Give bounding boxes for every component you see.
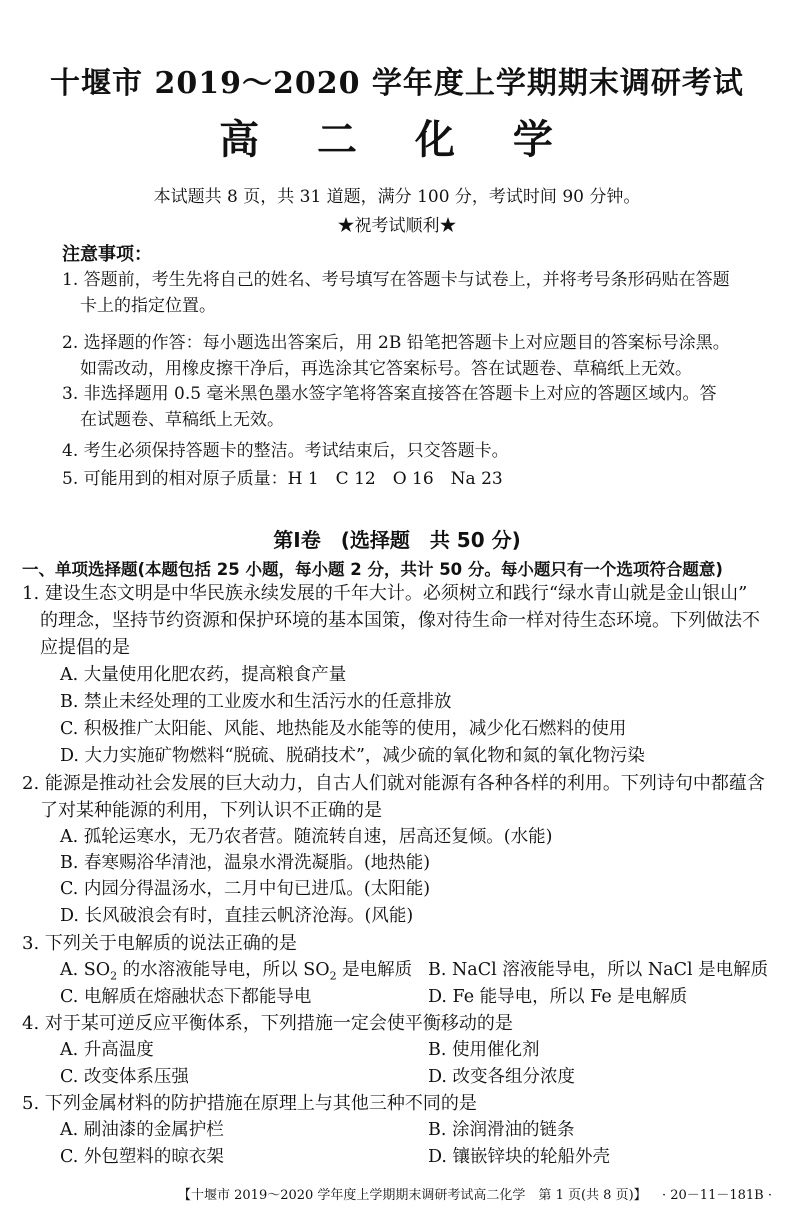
option-text: 的水溶液能导电，所以 SO xyxy=(117,960,330,980)
section-title: 第Ⅰ卷 (选择题 共 50 分) xyxy=(273,528,521,552)
notice-heading: 注意事项： xyxy=(62,244,152,265)
notice-item-4 xyxy=(62,438,774,464)
q5-option-c: C. 外包塑料的晾衣架 xyxy=(60,1147,224,1167)
part-title: 一、单项选择题(本题包括 25 小题，每小题 2 分，共计 50 分。每小题只有一个选项符合题意) xyxy=(22,560,723,579)
exam-info: 本试题共 8 页，共 31 道题，满分 100 分，考试时间 90 分钟。 xyxy=(153,187,641,207)
notice-line: 3. 非选择题用 0.5 毫米黑色墨水签字笔将答案直接答在答题卡上对应的答题区域内。答 xyxy=(62,384,717,404)
question-stem: 应提倡的是 xyxy=(40,637,130,658)
q1-option-c: C. 积极推广太阳能、风能、地热能及水能等的使用，减少化石燃料的使用 xyxy=(60,719,627,739)
q4-option-a: A. 升高温度 xyxy=(60,1040,154,1060)
q2-option-a: A. 孤轮运寒水，无乃农者营。随流转自速，居高还复倾。(水能) xyxy=(60,827,553,847)
question-4 xyxy=(22,1010,778,1037)
question-stem: 了对某种能源的利用，下列认识不正确的是 xyxy=(40,800,382,821)
subject-title: 高 二 化 学 xyxy=(219,116,575,163)
notice-item-5 xyxy=(62,466,774,492)
notice-line: 2. 选择题的作答：每小题选出答案后，用 2B 铅笔把答题卡上对应题目的答案标号涂黑。 xyxy=(62,333,730,353)
q1-option-d: D. 大力实施矿物燃料“脱硫、脱硝技术”，减少硫的氧化物和氮的氧化物污染 xyxy=(60,746,645,766)
q2-option-c: C. 内园分得温汤水，二月中旬已进瓜。(太阳能) xyxy=(60,879,431,899)
option-text: A. SO xyxy=(60,960,111,980)
question-stem: 2. 能源是推动社会发展的巨大动力，自古人们就对能源有各种各样的利用。下列诗句中都蕴含 xyxy=(22,773,765,794)
q2-option-b: B. 春寒赐浴华清池，温泉水滑洗凝脂。(地热能) xyxy=(60,853,431,873)
notice-line: 5. 可能用到的相对原子质量：H 1 C 12 O 16 Na 23 xyxy=(62,469,503,489)
page-footer: 【十堰市 2019～2020 学年度上学期期末调研考试高二化学 第 1 页(共 8 页)】 xyxy=(178,1188,647,1203)
q4-option-b: B. 使用催化剂 xyxy=(428,1040,540,1060)
notice-line: 卡上的指定位置。 xyxy=(80,296,216,316)
q5-option-b: B. 涂润滑油的链条 xyxy=(428,1120,575,1140)
q3-option-d: D. Fe 能导电，所以 Fe 是电解质 xyxy=(428,987,688,1007)
q5-option-a: A. 刷油漆的金属护栏 xyxy=(60,1120,224,1140)
good-luck-line: ★祝考试顺利★ xyxy=(337,216,457,236)
question-1 xyxy=(22,580,778,661)
q5-option-d: D. 镶嵌锌块的轮船外壳 xyxy=(428,1147,611,1167)
q3-option-c: C. 电解质在熔融状态下都能导电 xyxy=(60,987,312,1007)
subscript: 2 xyxy=(329,969,337,983)
exam-title: 十堰市 2019～2020 学年度上学期期末调研考试 xyxy=(50,66,744,101)
notice-item-2 xyxy=(62,330,774,382)
paper-code: · 20－11－181B · xyxy=(662,1188,772,1203)
question-stem: 的理念，坚持节约资源和保护环境的基本国策，像对待生命一样对待生态环境。下列做法不 xyxy=(40,610,760,631)
question-stem: 4. 对于某可逆反应平衡体系，下列措施一定会使平衡移动的是 xyxy=(22,1013,513,1034)
notice-line: 在试题卷、草稿纸上无效。 xyxy=(80,410,284,430)
q1-option-a: A. 大量使用化肥农药，提高粮食产量 xyxy=(60,665,347,685)
q1-option-b: B. 禁止未经处理的工业废水和生活污水的任意排放 xyxy=(60,692,452,712)
option-text: 是电解质 xyxy=(336,960,413,980)
question-2 xyxy=(22,770,778,824)
question-3 xyxy=(22,930,778,957)
notice-item-3 xyxy=(62,381,774,433)
question-stem: 3. 下列关于电解质的说法正确的是 xyxy=(22,933,297,954)
notice-line: 1. 答题前，考生先将自己的姓名、考号填写在答题卡与试卷上，并将考号条形码贴在答题 xyxy=(62,270,730,290)
question-5 xyxy=(22,1090,778,1117)
notice-line: 如需改动，用橡皮擦干净后，再选涂其它答案标号。答在试题卷、草稿纸上无效。 xyxy=(80,359,692,379)
q4-option-d: D. 改变各组分浓度 xyxy=(428,1067,576,1087)
q3-option-b: B. NaCl 溶液能导电，所以 NaCl 是电解质 xyxy=(428,960,769,980)
notice-item-1 xyxy=(62,267,774,319)
subscript: 2 xyxy=(110,969,118,983)
question-stem: 5. 下列金属材料的防护措施在原理上与其他三种不同的是 xyxy=(22,1093,477,1114)
question-stem: 1. 建设生态文明是中华民族永续发展的千年大计。必须树立和践行“绿水青山就是金山银山” xyxy=(22,583,748,604)
notice-line: 4. 考生必须保持答题卡的整洁。考试结束后，只交答题卡。 xyxy=(62,441,509,461)
q2-option-d: D. 长风破浪会有时，直挂云帆济沧海。(风能) xyxy=(60,906,414,926)
q4-option-c: C. 改变体系压强 xyxy=(60,1067,189,1087)
